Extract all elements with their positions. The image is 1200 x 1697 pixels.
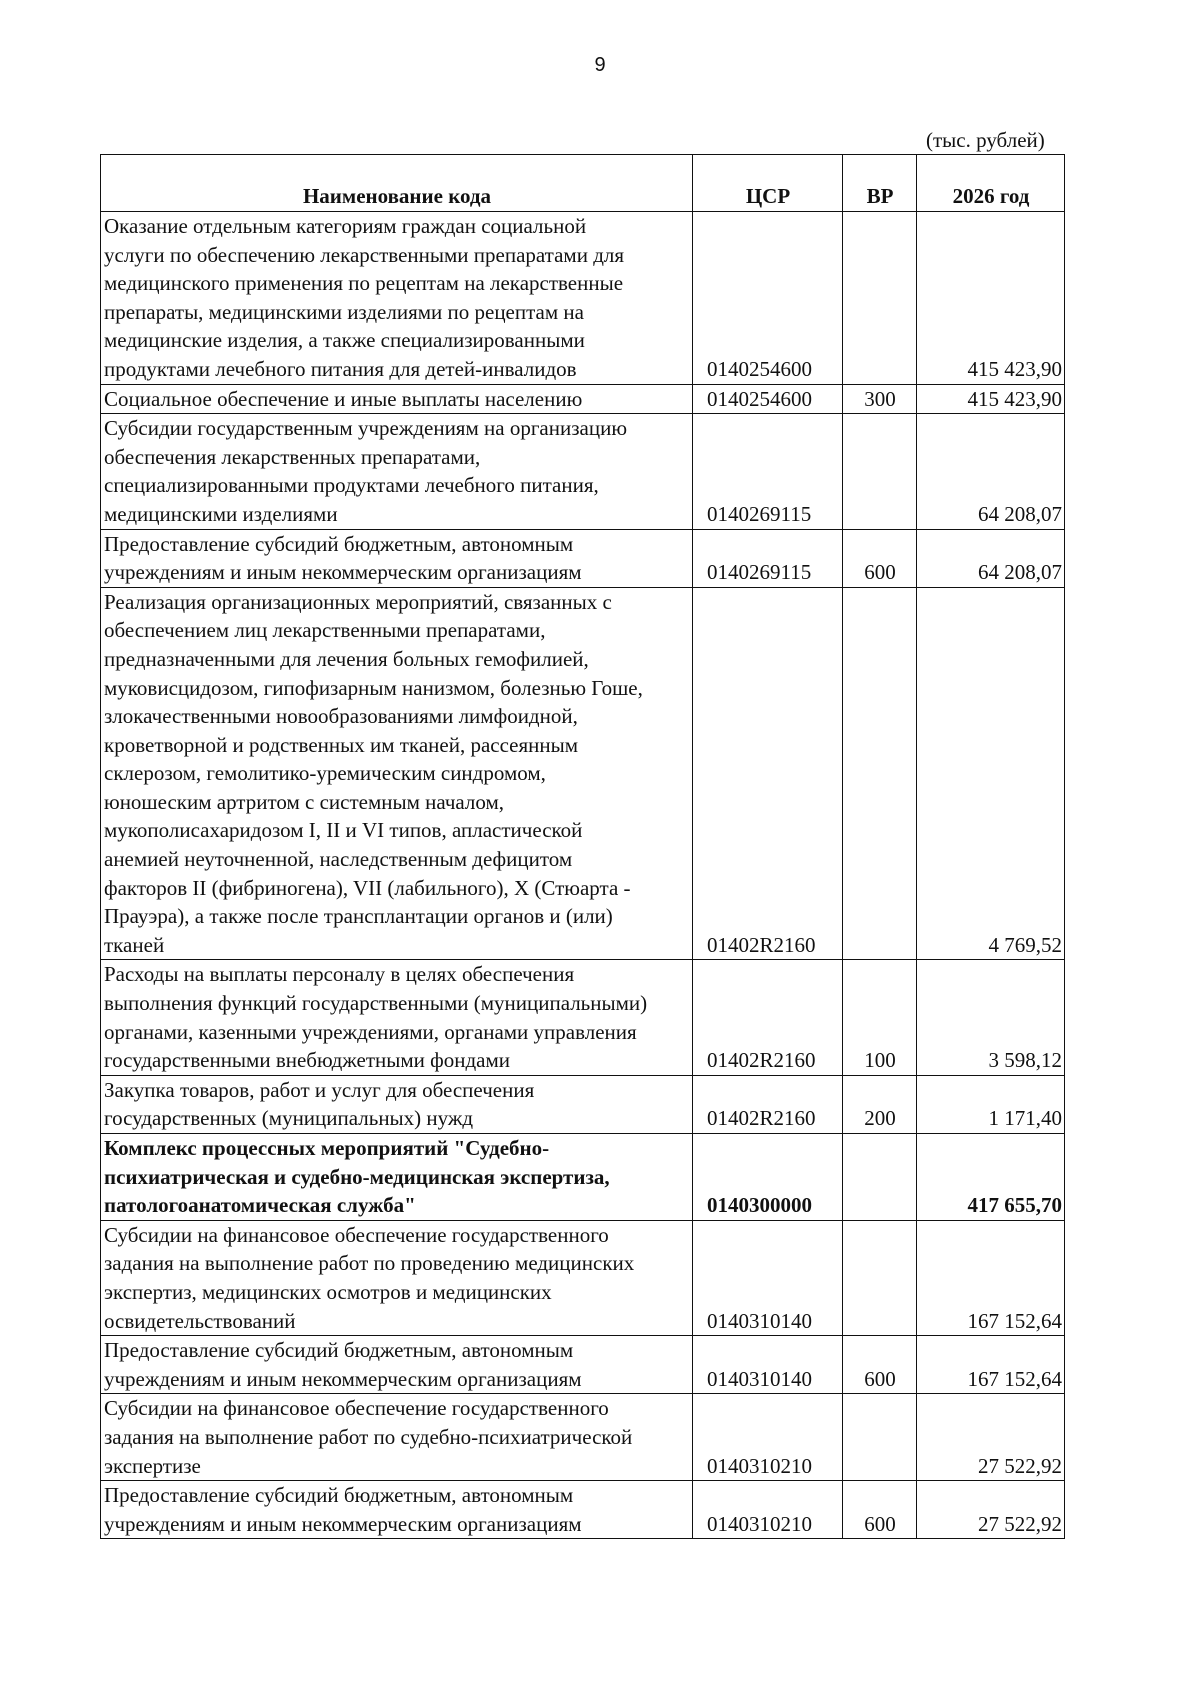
- row-name-line: обеспечения лекарственных препаратами,: [104, 444, 481, 469]
- row-csr-cell: 0140310140: [693, 1336, 843, 1394]
- row-name-cell: [101, 1481, 693, 1539]
- row-name-line: медицинские изделия, а также специализированными: [104, 328, 585, 353]
- row-name-line: медицинского применения по рецептам на лекарственные: [104, 271, 624, 296]
- row-vr-cell: 200: [843, 1075, 917, 1133]
- header-year: 2026 год: [917, 155, 1065, 212]
- row-amount-cell: 64 208,07: [917, 529, 1065, 587]
- table-row: [101, 384, 1065, 414]
- row-name-line: обеспечением лиц лекарственными препаратами,: [104, 618, 546, 643]
- row-name-line: экспертизе: [104, 1453, 201, 1478]
- row-vr-cell: [843, 1220, 917, 1335]
- row-name-cell: [101, 529, 693, 587]
- row-amount-cell: 415 423,90: [917, 212, 1065, 385]
- row-name-line: медицинскими изделиями: [104, 501, 338, 526]
- row-name-line: Социальное обеспечение и иные выплаты населению: [104, 386, 583, 411]
- row-name-line: Закупка товаров, работ и услуг для обеспечения: [104, 1077, 535, 1102]
- row-name-line: продуктами лечебного питания для детей-инвалидов: [104, 356, 577, 381]
- row-amount-cell: 27 522,92: [917, 1481, 1065, 1539]
- row-name-line: задания на выполнение работ по судебно-психиатрической: [104, 1424, 633, 1449]
- table-body: [101, 212, 1065, 1539]
- row-name-line: Субсидии государственным учреждениям на организацию: [104, 416, 628, 441]
- row-name-cell: [101, 587, 693, 960]
- row-vr-cell: [843, 414, 917, 529]
- row-name-line: органами, казенными учреждениями, органами управления: [104, 1019, 637, 1044]
- page-number: 9: [594, 54, 606, 76]
- row-name-line: Прауэра), а также после трансплантации органов и (или): [104, 904, 613, 929]
- row-name-cell: [101, 1394, 693, 1481]
- row-amount-cell: 27 522,92: [917, 1394, 1065, 1481]
- row-csr-cell: 0140310210: [693, 1394, 843, 1481]
- row-name-line: выполнения функций государственными (муниципальными): [104, 991, 648, 1016]
- table-row: [101, 1336, 1065, 1394]
- row-csr-cell: 01402R2160: [693, 1075, 843, 1133]
- row-name-cell: [101, 960, 693, 1075]
- header-csr: ЦСР: [693, 155, 843, 212]
- row-csr-cell: 0140310140: [693, 1220, 843, 1335]
- row-name-line: юношеским артритом с системным началом,: [104, 789, 505, 814]
- row-name-line: склерозом, гемолитико-уремическим синдромом,: [104, 761, 546, 786]
- table-row: [101, 1075, 1065, 1133]
- row-csr-cell: 0140254600: [693, 212, 843, 385]
- table-row: [101, 529, 1065, 587]
- row-name-line: муковисцидозом, гипофизарным нанизмом, болезнью Гоше,: [104, 675, 643, 700]
- row-csr-cell: 01402R2160: [693, 587, 843, 960]
- row-amount-cell: 1 171,40: [917, 1075, 1065, 1133]
- budget-table: [100, 154, 1065, 1539]
- table-row: [101, 1394, 1065, 1481]
- row-name-line: услуги по обеспечению лекарственными препаратами для: [104, 242, 625, 267]
- row-name-cell: [101, 1075, 693, 1133]
- row-vr-cell: [843, 212, 917, 385]
- row-name-line: государственных (муниципальных) нужд: [104, 1106, 474, 1131]
- row-name-line: Оказание отдельным категориям граждан социальной: [104, 214, 587, 238]
- table-row: [101, 414, 1065, 529]
- row-name-line: психиатрическая и судебно-медицинская экспертиза,: [104, 1164, 610, 1189]
- row-csr-cell: 0140269115: [693, 529, 843, 587]
- row-name-line: освидетельствований: [104, 1308, 296, 1333]
- table-row: [101, 587, 1065, 960]
- row-name-line: тканей: [104, 932, 165, 957]
- row-name-line: анемией неуточненной, наследственным дефицитом: [104, 847, 573, 872]
- row-name-line: Субсидии на финансовое обеспечение государственного: [104, 1222, 609, 1247]
- row-csr-cell: 0140310210: [693, 1481, 843, 1539]
- row-vr-cell: 600: [843, 529, 917, 587]
- row-name-line: учреждениям и иным некоммерческим организациям: [104, 1511, 582, 1536]
- row-vr-cell: [843, 1134, 917, 1221]
- table-header-row: [101, 155, 1065, 212]
- units-label: (тыс. рублей): [926, 128, 1045, 152]
- row-name-line: Субсидии на финансовое обеспечение государственного: [104, 1396, 609, 1421]
- row-name-line: предназначенными для лечения больных гемофилией,: [104, 646, 589, 671]
- row-amount-cell: 415 423,90: [917, 384, 1065, 414]
- row-csr-cell: 0140269115: [693, 414, 843, 529]
- row-name-cell: [101, 414, 693, 529]
- header-vr: ВР: [843, 155, 917, 212]
- row-amount-cell: 64 208,07: [917, 414, 1065, 529]
- row-name-line: препараты, медицинскими изделиями по рецептам на: [104, 299, 584, 324]
- row-name-line: патологоанатомическая служба": [104, 1193, 416, 1218]
- header-name: Наименование кода: [101, 155, 693, 212]
- table-row: [101, 212, 1065, 385]
- row-vr-cell: 300: [843, 384, 917, 414]
- row-name-line: экспертиз, медицинских осмотров и медицинских: [104, 1279, 552, 1304]
- row-csr-cell: 0140300000: [693, 1134, 843, 1221]
- row-vr-cell: 600: [843, 1481, 917, 1539]
- row-name-cell: [101, 1220, 693, 1335]
- row-vr-cell: 100: [843, 960, 917, 1075]
- row-amount-cell: 167 152,64: [917, 1336, 1065, 1394]
- row-vr-cell: [843, 587, 917, 960]
- row-amount-cell: 167 152,64: [917, 1220, 1065, 1335]
- row-name-cell: [101, 212, 693, 385]
- row-name-line: Предоставление субсидий бюджетным, автономным: [104, 1338, 574, 1363]
- row-name-line: кроветворной и родственных им тканей, рассеянным: [104, 732, 579, 757]
- row-name-line: Предоставление субсидий бюджетным, автономным: [104, 531, 574, 556]
- row-name-line: Комплекс процессных мероприятий "Судебно-: [104, 1136, 550, 1160]
- row-name-line: специализированными продуктами лечебного питания,: [104, 473, 599, 498]
- table-row: [101, 1134, 1065, 1221]
- row-csr-cell: 01402R2160: [693, 960, 843, 1075]
- row-name-cell: [101, 1336, 693, 1394]
- row-name-line: Реализация организационных мероприятий, связанных с: [104, 589, 612, 614]
- row-name-cell: [101, 384, 693, 414]
- row-name-line: учреждениям и иным некоммерческим организациям: [104, 1366, 582, 1391]
- row-name-line: злокачественными новообразованиями лимфоидной,: [104, 704, 578, 729]
- row-name-line: государственными внебюджетными фондами: [104, 1048, 511, 1073]
- table-row: [101, 1220, 1065, 1335]
- row-name-cell: [101, 1134, 693, 1221]
- row-amount-cell: 3 598,12: [917, 960, 1065, 1075]
- row-name-line: Расходы на выплаты персоналу в целях обеспечения: [104, 962, 575, 987]
- row-name-line: факторов II (фибриногена), VII (лабильного), X (Стюарта -: [104, 875, 631, 900]
- row-name-line: мукополисахаридозом I, II и VI типов, апластической: [104, 818, 583, 843]
- row-name-line: задания на выполнение работ по проведению медицинских: [104, 1251, 635, 1276]
- table-row: [101, 1481, 1065, 1539]
- row-amount-cell: 417 655,70: [917, 1134, 1065, 1221]
- row-csr-cell: 0140254600: [693, 384, 843, 414]
- row-name-line: учреждениям и иным некоммерческим организациям: [104, 560, 582, 585]
- row-name-line: Предоставление субсидий бюджетным, автономным: [104, 1483, 574, 1508]
- row-vr-cell: 600: [843, 1336, 917, 1394]
- row-vr-cell: [843, 1394, 917, 1481]
- row-amount-cell: 4 769,52: [917, 587, 1065, 960]
- table-row: [101, 960, 1065, 1075]
